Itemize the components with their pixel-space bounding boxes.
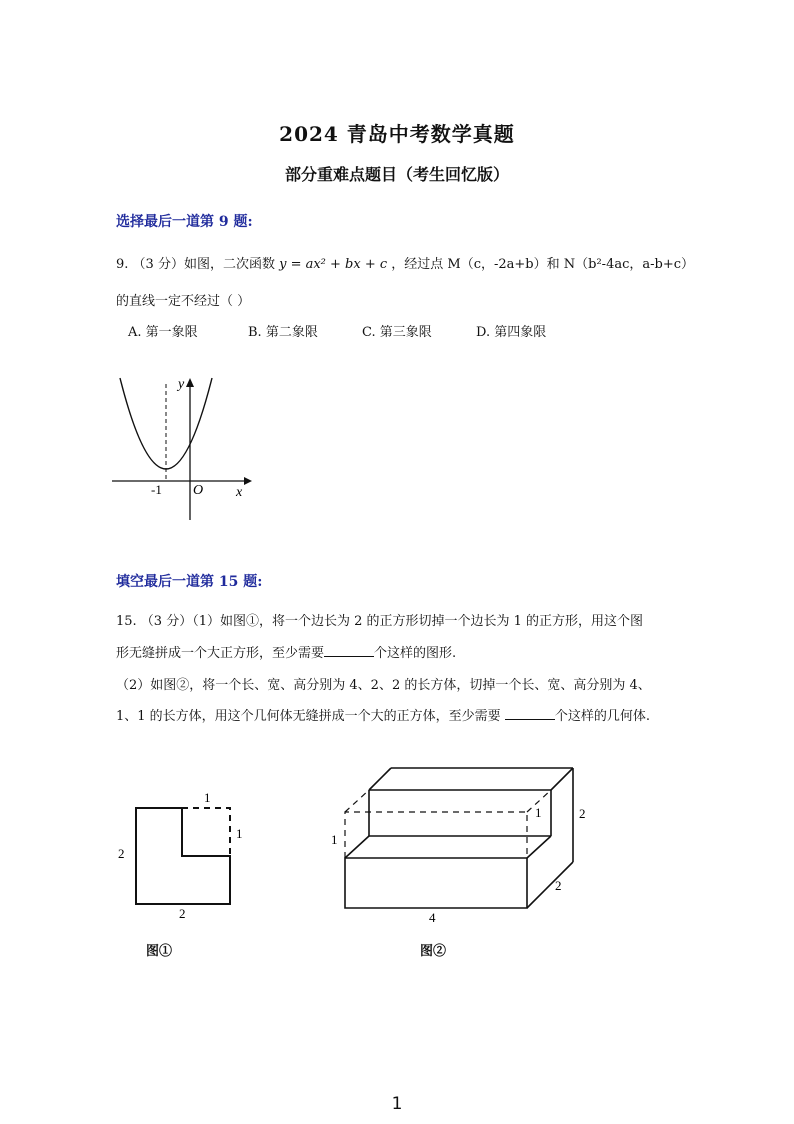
q9-formula: y = ax² + bx + c [279, 257, 388, 272]
fig2-label-inner: 1 [535, 805, 542, 820]
q15-section-heading: 填空最后一道第 15 题: [116, 574, 263, 590]
q15-line-3: （2）如图②，将一个长、宽、高分别为 4、2、2 的长方体，切掉一个长、宽、高分别为 4、 [116, 678, 651, 693]
q9-option-c: C. 第三象限 [362, 325, 432, 340]
figure-1-l-shape [112, 788, 262, 923]
x-axis-label: x [236, 485, 243, 500]
q15-line-4 [116, 705, 650, 724]
q9-option-a: A. 第一象限 [128, 325, 198, 340]
answer-blank-2 [505, 707, 555, 720]
step-tread-right [527, 836, 551, 858]
q9-line1-suffix: ，经过点 M（c，-2a+b）和 N（b²-4ac，a-b+c） [391, 257, 695, 272]
l-shape-outline [136, 808, 230, 904]
fig1-label-right: 1 [236, 826, 243, 841]
q15-line-1: 15. （3 分）（1）如图①，将一个边长为 2 的正方形切掉一个边长为 1 的正方形，用这个图 [116, 614, 644, 629]
q15-line2-after: 个这样的图形. [374, 646, 457, 661]
removed-square-dashed [182, 808, 230, 856]
fig2-label-bottom: 4 [429, 910, 436, 925]
fig1-label-left: 2 [118, 846, 125, 861]
top-right-edge [551, 768, 573, 790]
q9-line1-prefix: 9. （3 分）如图，二次函数 [116, 257, 275, 272]
y-axis-arrow-icon [186, 378, 194, 387]
fig1-label-top: 1 [204, 790, 211, 805]
tick-label-neg1: -1 [151, 482, 162, 497]
origin-label: O [193, 483, 204, 498]
q15-line-2 [116, 642, 456, 661]
front-face [345, 858, 527, 908]
x-axis-arrow-icon [244, 477, 252, 485]
page-title: 2024 青岛中考数学真题 [279, 122, 515, 146]
depth-edge-bottom [527, 862, 573, 908]
answer-blank-1 [324, 644, 374, 657]
removed-block-front-dashed [345, 812, 527, 858]
figure-2-caption: 图② [420, 944, 447, 959]
removed-block-left-dashed [345, 790, 369, 812]
figure-1-caption: 图① [146, 944, 173, 959]
fig2-label-left: 1 [331, 832, 338, 847]
figure-2-cuboid [325, 758, 600, 928]
page-subtitle: 部分重难点题目（考生回忆版） [284, 165, 509, 184]
page-number: 1 [391, 1094, 403, 1114]
top-left-edge [369, 768, 391, 790]
q15-line4-after: 个这样的几何体. [554, 709, 650, 724]
step-tread-left [345, 836, 369, 858]
fig2-label-right: 2 [579, 806, 586, 821]
q15-line2-before: 形无缝拼成一个大正方形，至少需要 [116, 646, 325, 661]
q9-line-1 [116, 253, 694, 272]
q9-option-d: D. 第四象限 [476, 325, 547, 340]
y-axis-label: y [178, 377, 185, 392]
fig1-label-bottom: 2 [179, 906, 186, 921]
q9-line-2: 的直线一定不经过（ ） [116, 294, 251, 309]
q9-section-heading: 选择最后一道第 9 题: [116, 214, 253, 230]
fig2-label-depth: 2 [555, 878, 562, 893]
q9-parabola-graph [108, 370, 258, 525]
q9-option-b: B. 第二象限 [248, 325, 318, 340]
q15-line4-before: 1、1 的长方体，用这个几何体无缝拼成一个大的正方体，至少需要 [116, 709, 505, 724]
